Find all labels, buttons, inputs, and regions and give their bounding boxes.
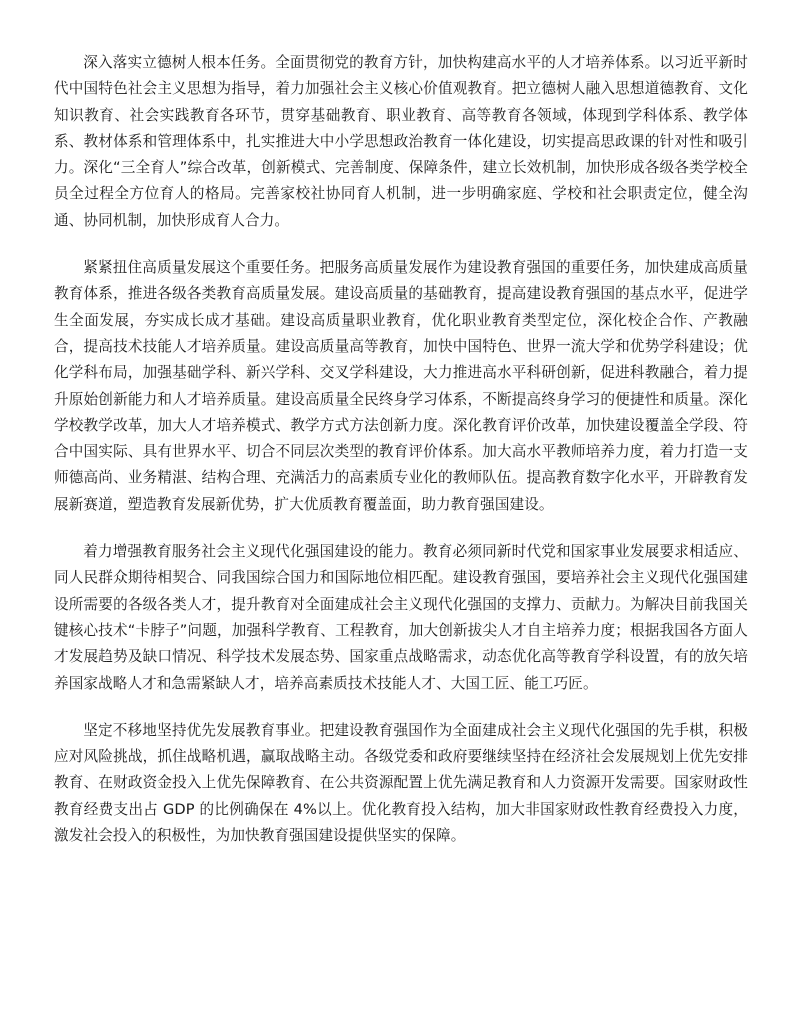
paragraph-2: 紧紧扭住高质量发展这个重要任务。把服务高质量发展作为建设教育强国的重要任务，加快建成高质量教育体系，推进各级各类教育高质量发展。建设高质量的基础教育，提高建设教育强国的基点水平，促进学生全面发展，夯实成长成才基础。建设高质量职业教育，优化职业教育类型定位，深化校企合作、产教融合，提高技术技能人才培养质量。建设高质量高等教育，加快中国特色、世界一流大学和优势学科建设；优化学科布局，加强基础学科、新兴学科、交叉学科建设，大力推进高水平科研创新，促进科教融合，着力提升原始创新能力和人才培养质量。建设高质量全民终身学习体系，不断提高终身学习的便捷性和质量。深化学校教学改革，加大人才培养模式、教学方式方法创新力度。深化教育评价改革，加快建设覆盖全学段、符合中国实际、具有世界水平、切合不同层次类型的教育评价体系。加大高水平教师培养力度，着力打造一支师德高尚、业务精湛、结构合理、充满活力的高素质专业化的教师队伍。提高教育数字化水平，开辟教育发展新赛道，塑造教育发展新优势，扩大优质教育覆盖面，助力教育强国建设。 (54, 259, 748, 513)
paragraph-3: 着力增强教育服务社会主义现代化强国建设的能力。教育必须同新时代党和国家事业发展要求相适应、同人民群众期待相契合、同我国综合国力和国际地位相匹配。建设教育强国，要培养社会主义现代化强国建设所需要的各级各类人才，提升教育对全面建成社会主义现代化强国的支撑力、贡献力。为解决目前我国关键核心技术“卡脖子”问题，加强科学教育、工程教育，加大创新拔尖人才自主培养力度；根据我国各方面人才发展趋势及缺口情况、科学技术发展态势、国家重点战略需求，动态优化高等教育学科设置，有的放矢培养国家战略人才和急需紧缺人才，培养高素质技术技能人才、大国工匠、能工巧匠。 (54, 543, 748, 692)
paragraph-4: 坚定不移地坚持优先发展教育事业。把建设教育强国作为全面建成社会主义现代化强国的先手棋，积极应对风险挑战，抓住战略机遇，赢取战略主动。各级党委和政府要继续坚持在经济社会发展规划上优先安排教育、在财政资金投入上优先保障教育、在公共资源配置上优先满足教育和人力资源开发需要。国家财政性教育经费支出占 GDP 的比例确保在 4%以上。优化教育投入结构，加大非国家财政性教育经费投入力度，激发社会投入的积极性，为加快教育强国建设提供坚实的保障。 (54, 721, 748, 845)
paragraph-1: 深入落实立德树人根本任务。全面贯彻党的教育方针，加快构建高水平的人才培养体系。以习近平新时代中国特色社会主义思想为指导，着力加强社会主义核心价值观教育。把立德树人融入思想道德教育、文化知识教育、社会实践教育各环节，贯穿基础教育、职业教育、高等教育各领域，体现到学科体系、教学体系、教材体系和管理体系中，扎实推进大中小学思想政治教育一体化建设，切实提高思政课的针对性和吸引力。深化“三全育人”综合改革，创新模式、完善制度、保障条件，建立长效机制，加快形成各级各类学校全员全过程全方位育人的格局。完善家校社协同育人机制，进一步明确家庭、学校和社会职责定位，健全沟通、协同机制，加快形成育人合力。 (54, 54, 748, 229)
document-body (54, 50, 748, 870)
